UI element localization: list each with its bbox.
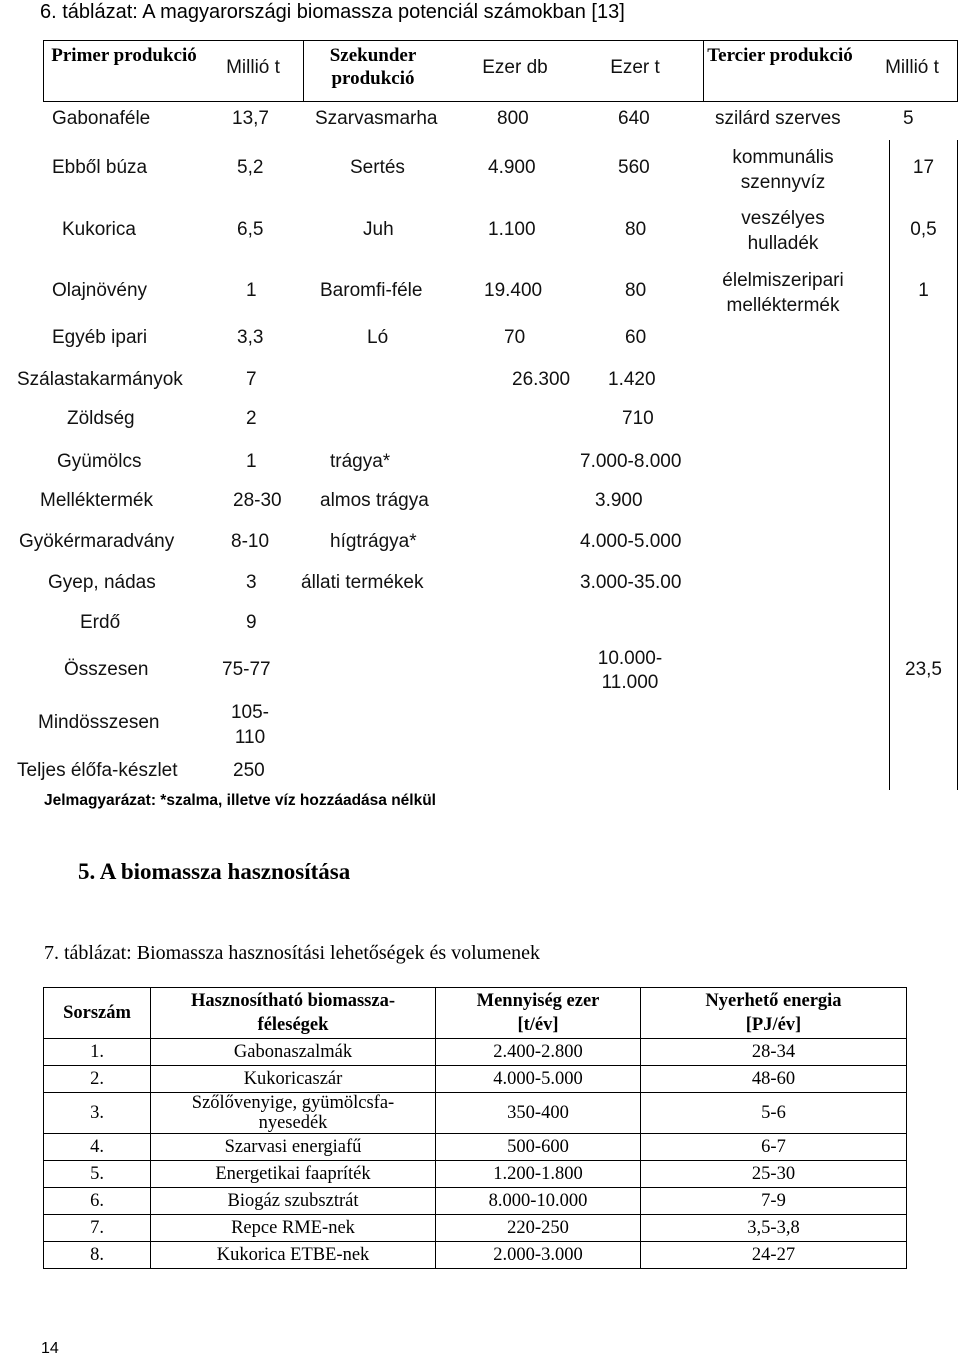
szekunder-db: 26.300: [512, 369, 571, 390]
table7-cell: 4.: [44, 1134, 151, 1161]
table7-caption: 7. táblázat: Biomassza hasznosítási lehetőségek és volumenek: [44, 942, 540, 964]
table7-cell: 48-60: [641, 1066, 907, 1093]
tercier-value: 1: [918, 280, 929, 301]
table7-cell: 2.400-2.800: [436, 1039, 641, 1066]
szekunder-t: 3.000-35.00: [580, 572, 682, 593]
header-tercier: Tercier produkció: [707, 45, 853, 66]
page-number: 14: [41, 1340, 59, 1357]
szekunder-total: 10.000- 11.000: [597, 648, 663, 693]
section-heading: 5. A biomassza hasznosítása: [78, 859, 351, 884]
primer-value: 6,5: [237, 219, 264, 240]
table-row: [44, 1039, 907, 1066]
table7-cell: 6.: [44, 1188, 151, 1215]
table7-cell: 7-9: [641, 1188, 907, 1215]
tercier-value: 0,5: [910, 219, 937, 240]
table6-top-border: [43, 40, 958, 41]
primer-label: Gabonaféle: [52, 108, 151, 129]
table6-right-column-right-border: [957, 140, 958, 790]
tercier-label: kommunális szennyvíz: [732, 147, 834, 193]
table6-legend: Jelmagyarázat: *szalma, illetve víz hozzáadása nélkül: [44, 792, 436, 809]
table7-cell: 5.: [44, 1161, 151, 1188]
szekunder-t: 60: [625, 327, 647, 348]
tercier-value: 17: [912, 157, 935, 178]
szekunder-label: hígtrágya*: [330, 531, 417, 552]
primer-label: Erdő: [80, 612, 121, 633]
primer-value: 9: [246, 612, 257, 633]
primer-value: 7: [246, 369, 257, 390]
table-row: [44, 1066, 907, 1093]
primer-label: Ebből búza: [52, 157, 148, 178]
table7-cell: Kukorica ETBE-nek: [151, 1242, 436, 1269]
szekunder-t: 640: [618, 108, 650, 129]
primer-value: 1: [246, 280, 257, 301]
primer-value: 3: [246, 572, 257, 593]
szekunder-t: 710: [622, 408, 654, 429]
table6-header-bottom-border: [43, 101, 958, 102]
szekunder-db: 800: [497, 108, 529, 129]
primer-label: Kukorica: [62, 219, 136, 240]
primer-label: Olajnövény: [52, 280, 148, 301]
primer-total-value: 75-77: [222, 659, 271, 680]
primer-label: Szálastakarmányok: [17, 369, 183, 390]
table-row: [44, 1134, 907, 1161]
header-tercier-unit: Millió t: [885, 57, 939, 78]
table7-cell: 2.: [44, 1066, 151, 1093]
primer-grand-total-value: 105- 110: [230, 702, 270, 748]
primer-label: Egyéb ipari: [52, 327, 148, 348]
table-row: [44, 1242, 907, 1269]
szekunder-t: 80: [625, 219, 647, 240]
szekunder-label: Szarvasmarha: [315, 108, 438, 129]
primer-grand-total-label: Mindösszesen: [38, 712, 160, 733]
tercier-label: élelmiszeripari melléktermék: [722, 270, 844, 316]
szekunder-t: 7.000-8.000: [580, 451, 682, 472]
header-szekunder: Szekunder produkció: [329, 45, 417, 89]
header-ezer-t: Ezer t: [610, 57, 660, 78]
szekunder-label: trágya*: [330, 451, 391, 472]
table7-cell: 24-27: [641, 1242, 907, 1269]
table7-cell: 2.000-3.000: [436, 1242, 641, 1269]
szekunder-db: 4.900: [488, 157, 536, 178]
header-primer: Primer produkció: [51, 45, 197, 66]
table7-cell: 8.: [44, 1242, 151, 1269]
szekunder-label: almos trágya: [320, 490, 429, 511]
primer-value: 8-10: [231, 531, 270, 552]
table7-cell: 500-600: [436, 1134, 641, 1161]
table7-cell: 3,5-3,8: [641, 1215, 907, 1242]
table7-cell: Energetikai faapríték: [151, 1161, 436, 1188]
table7-cell: Gabonaszalmák: [151, 1039, 436, 1066]
primer-label: Gyökérmaradvány: [19, 531, 175, 552]
primer-value: 5,2: [237, 157, 264, 178]
primer-label: Zöldség: [67, 408, 135, 429]
table7-cell: 4.000-5.000: [436, 1066, 641, 1093]
primer-total-label: Összesen: [64, 659, 149, 680]
table7: [43, 987, 907, 1269]
table6-caption: 6. táblázat: A magyarországi biomassza potenciál számokban [13]: [40, 1, 625, 23]
table7-header-cell: Mennyiség ezer [t/év]: [436, 988, 641, 1039]
table-row: [44, 1188, 907, 1215]
table-row: [44, 1215, 907, 1242]
table7-cell: 350-400: [436, 1093, 641, 1134]
primer-forest-stock-value: 250: [233, 760, 265, 781]
table7-cell: 7.: [44, 1215, 151, 1242]
table7-cell: 1.200-1.800: [436, 1161, 641, 1188]
table7-cell: Repce RME-nek: [151, 1215, 436, 1242]
table7-cell: 8.000-10.000: [436, 1188, 641, 1215]
szekunder-t: 4.000-5.000: [580, 531, 682, 552]
table7-cell: 6-7: [641, 1134, 907, 1161]
primer-value: 28-30: [233, 490, 282, 511]
szekunder-db: 70: [504, 327, 526, 348]
table7-header-cell: Sorszám: [44, 988, 151, 1039]
tercier-label: veszélyes hulladék: [741, 208, 825, 254]
primer-value: 2: [246, 408, 257, 429]
table7-cell: Szőlővenyige, gyümölcsfa- nyesedék: [151, 1093, 436, 1134]
table7-cell: 5-6: [641, 1093, 907, 1134]
tercier-value: 5: [903, 108, 914, 129]
header-ezer-db: Ezer db: [482, 57, 548, 78]
table-row: [44, 1093, 907, 1134]
table7-cell: 1.: [44, 1039, 151, 1066]
primer-forest-stock-label: Teljes élőfa-készlet: [17, 760, 178, 781]
header-primer-unit: Millió t: [226, 57, 280, 78]
szekunder-t: 560: [618, 157, 650, 178]
table7-cell: 25-30: [641, 1161, 907, 1188]
szekunder-label: Sertés: [350, 157, 405, 178]
table7-cell: 3.: [44, 1093, 151, 1134]
szekunder-label: Ló: [367, 327, 389, 348]
table6-col-divider-3: [703, 40, 704, 102]
szekunder-label: Baromfi-féle: [320, 280, 423, 301]
szekunder-t: 3.900: [595, 490, 643, 511]
table-row: [44, 1161, 907, 1188]
szekunder-label: Juh: [363, 219, 394, 240]
primer-value: 1: [246, 451, 257, 472]
primer-value: 3,3: [237, 327, 264, 348]
primer-label: Gyümölcs: [57, 451, 142, 472]
szekunder-t: 80: [625, 280, 647, 301]
szekunder-t: 1.420: [608, 369, 656, 390]
table7-cell: 28-34: [641, 1039, 907, 1066]
table7-header-cell: Hasznosítható biomassza- féleségek: [151, 988, 436, 1039]
szekunder-label: állati termékek: [301, 572, 424, 593]
primer-label: Gyep, nádas: [48, 572, 156, 593]
primer-label: Melléktermék: [40, 490, 153, 511]
primer-value: 13,7: [232, 108, 269, 129]
tercier-total: 23,5: [905, 659, 942, 680]
table7-header-row: [44, 988, 907, 1039]
szekunder-db: 19.400: [484, 280, 543, 301]
szekunder-db: 1.100: [488, 219, 536, 240]
tercier-label: szilárd szerves: [715, 108, 841, 129]
table7-cell: 220-250: [436, 1215, 641, 1242]
table7-header-cell: Nyerhető energia [PJ/év]: [641, 988, 907, 1039]
table7-cell: Biogáz szubsztrát: [151, 1188, 436, 1215]
table7-cell: Kukoricaszár: [151, 1066, 436, 1093]
table7-cell: Szarvasi energiafű: [151, 1134, 436, 1161]
